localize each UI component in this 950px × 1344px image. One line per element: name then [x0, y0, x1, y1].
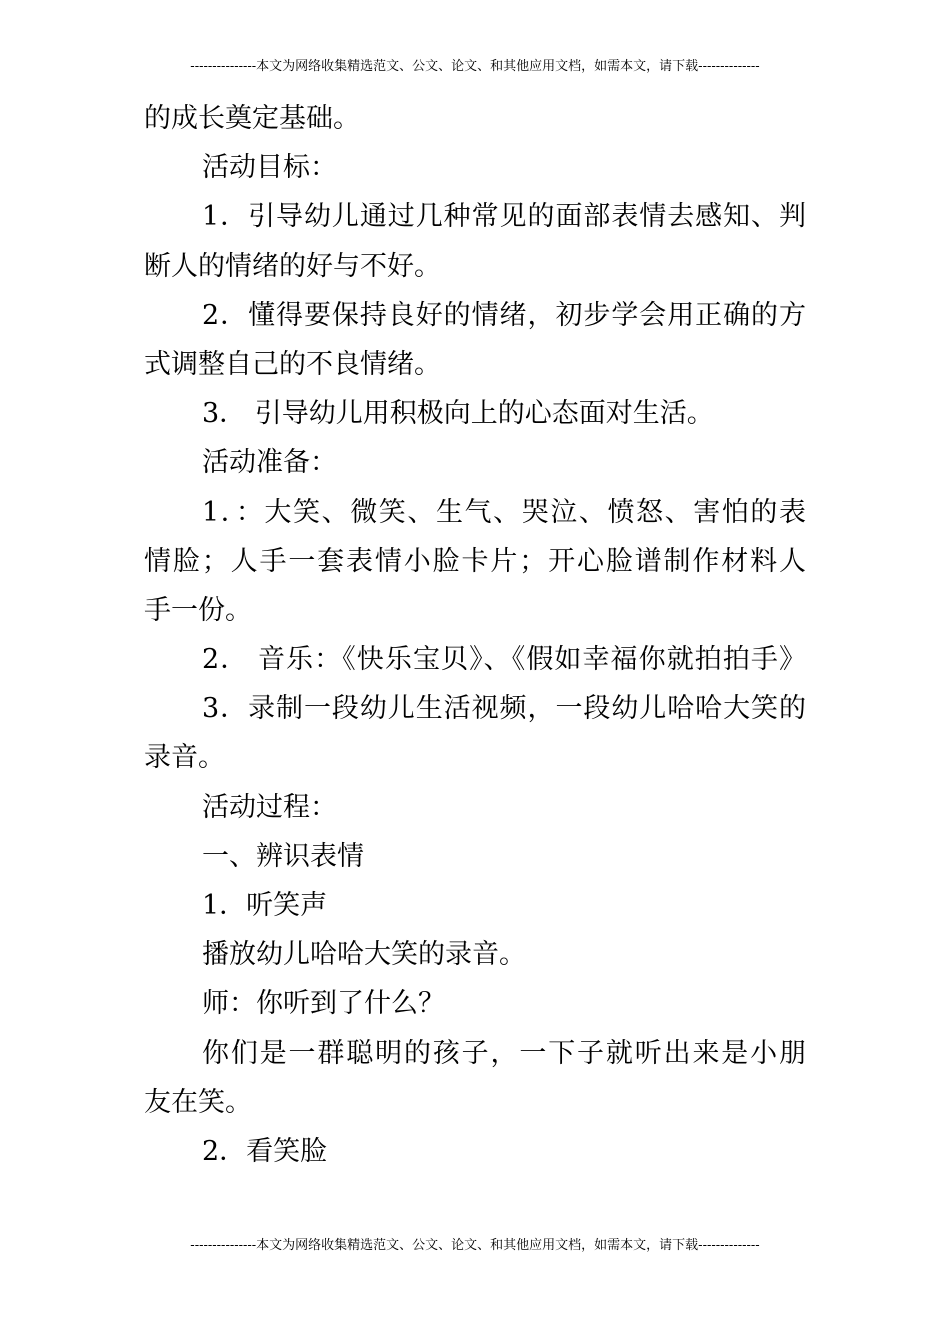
- subsection-heading: 一、辨识表情: [202, 840, 364, 872]
- text-line: 断人的情绪的好与不好。: [144, 250, 441, 282]
- text-line: 2．懂得要保持良好的情绪，初步学会用正确的方: [202, 299, 806, 331]
- text-line: 3．录制一段幼儿生活视频，一段幼儿哈哈大笑的: [202, 693, 806, 725]
- section-heading-preparation: 活动准备：: [202, 447, 337, 479]
- text-line: 录音。: [144, 742, 225, 774]
- text-line: 1．引导幼儿通过几种常见的面部表情去感知、判: [202, 201, 806, 233]
- text-line: 播放幼儿哈哈大笑的录音。: [202, 939, 526, 971]
- header-note: ---------------本文为网络收集精选范文、公文、论文、和其他应用文档，如需本文，请下载--------------: [190, 59, 760, 74]
- section-heading-process: 活动过程：: [202, 791, 337, 823]
- text-line: 师：你听到了什么？: [202, 988, 445, 1020]
- text-line: 你们是一群聪明的孩子，一下子就听出来是小朋: [202, 1037, 806, 1069]
- text-line: 2．看笑脸: [202, 1135, 328, 1167]
- footer-note: ---------------本文为网络收集精选范文、公文、论文、和其他应用文档，如需本文，请下载--------------: [190, 1238, 760, 1253]
- text-line: 的成长奠定基础。: [144, 103, 360, 134]
- text-line: 式调整自己的不良情绪。: [144, 348, 441, 380]
- text-line: 1．听笑声: [202, 890, 328, 921]
- text-line: 情脸；人手一套表情小脸卡片；开心脸谱制作材料人: [144, 545, 806, 577]
- text-line: 3． 引导幼儿用积极向上的心态面对生活。: [202, 398, 714, 430]
- document-body: [144, 94, 806, 1176]
- section-heading-goals: 活动目标：: [202, 152, 337, 184]
- text-line: 友在笑。: [144, 1086, 252, 1118]
- text-line: 2． 音乐：《快乐宝贝》、《假如幸福你就拍拍手》: [202, 644, 806, 676]
- text-line: 1．：大笑、微笑、生气、哭泣、愤怒、害怕的表: [202, 496, 806, 528]
- text-line: 手一份。: [144, 594, 252, 626]
